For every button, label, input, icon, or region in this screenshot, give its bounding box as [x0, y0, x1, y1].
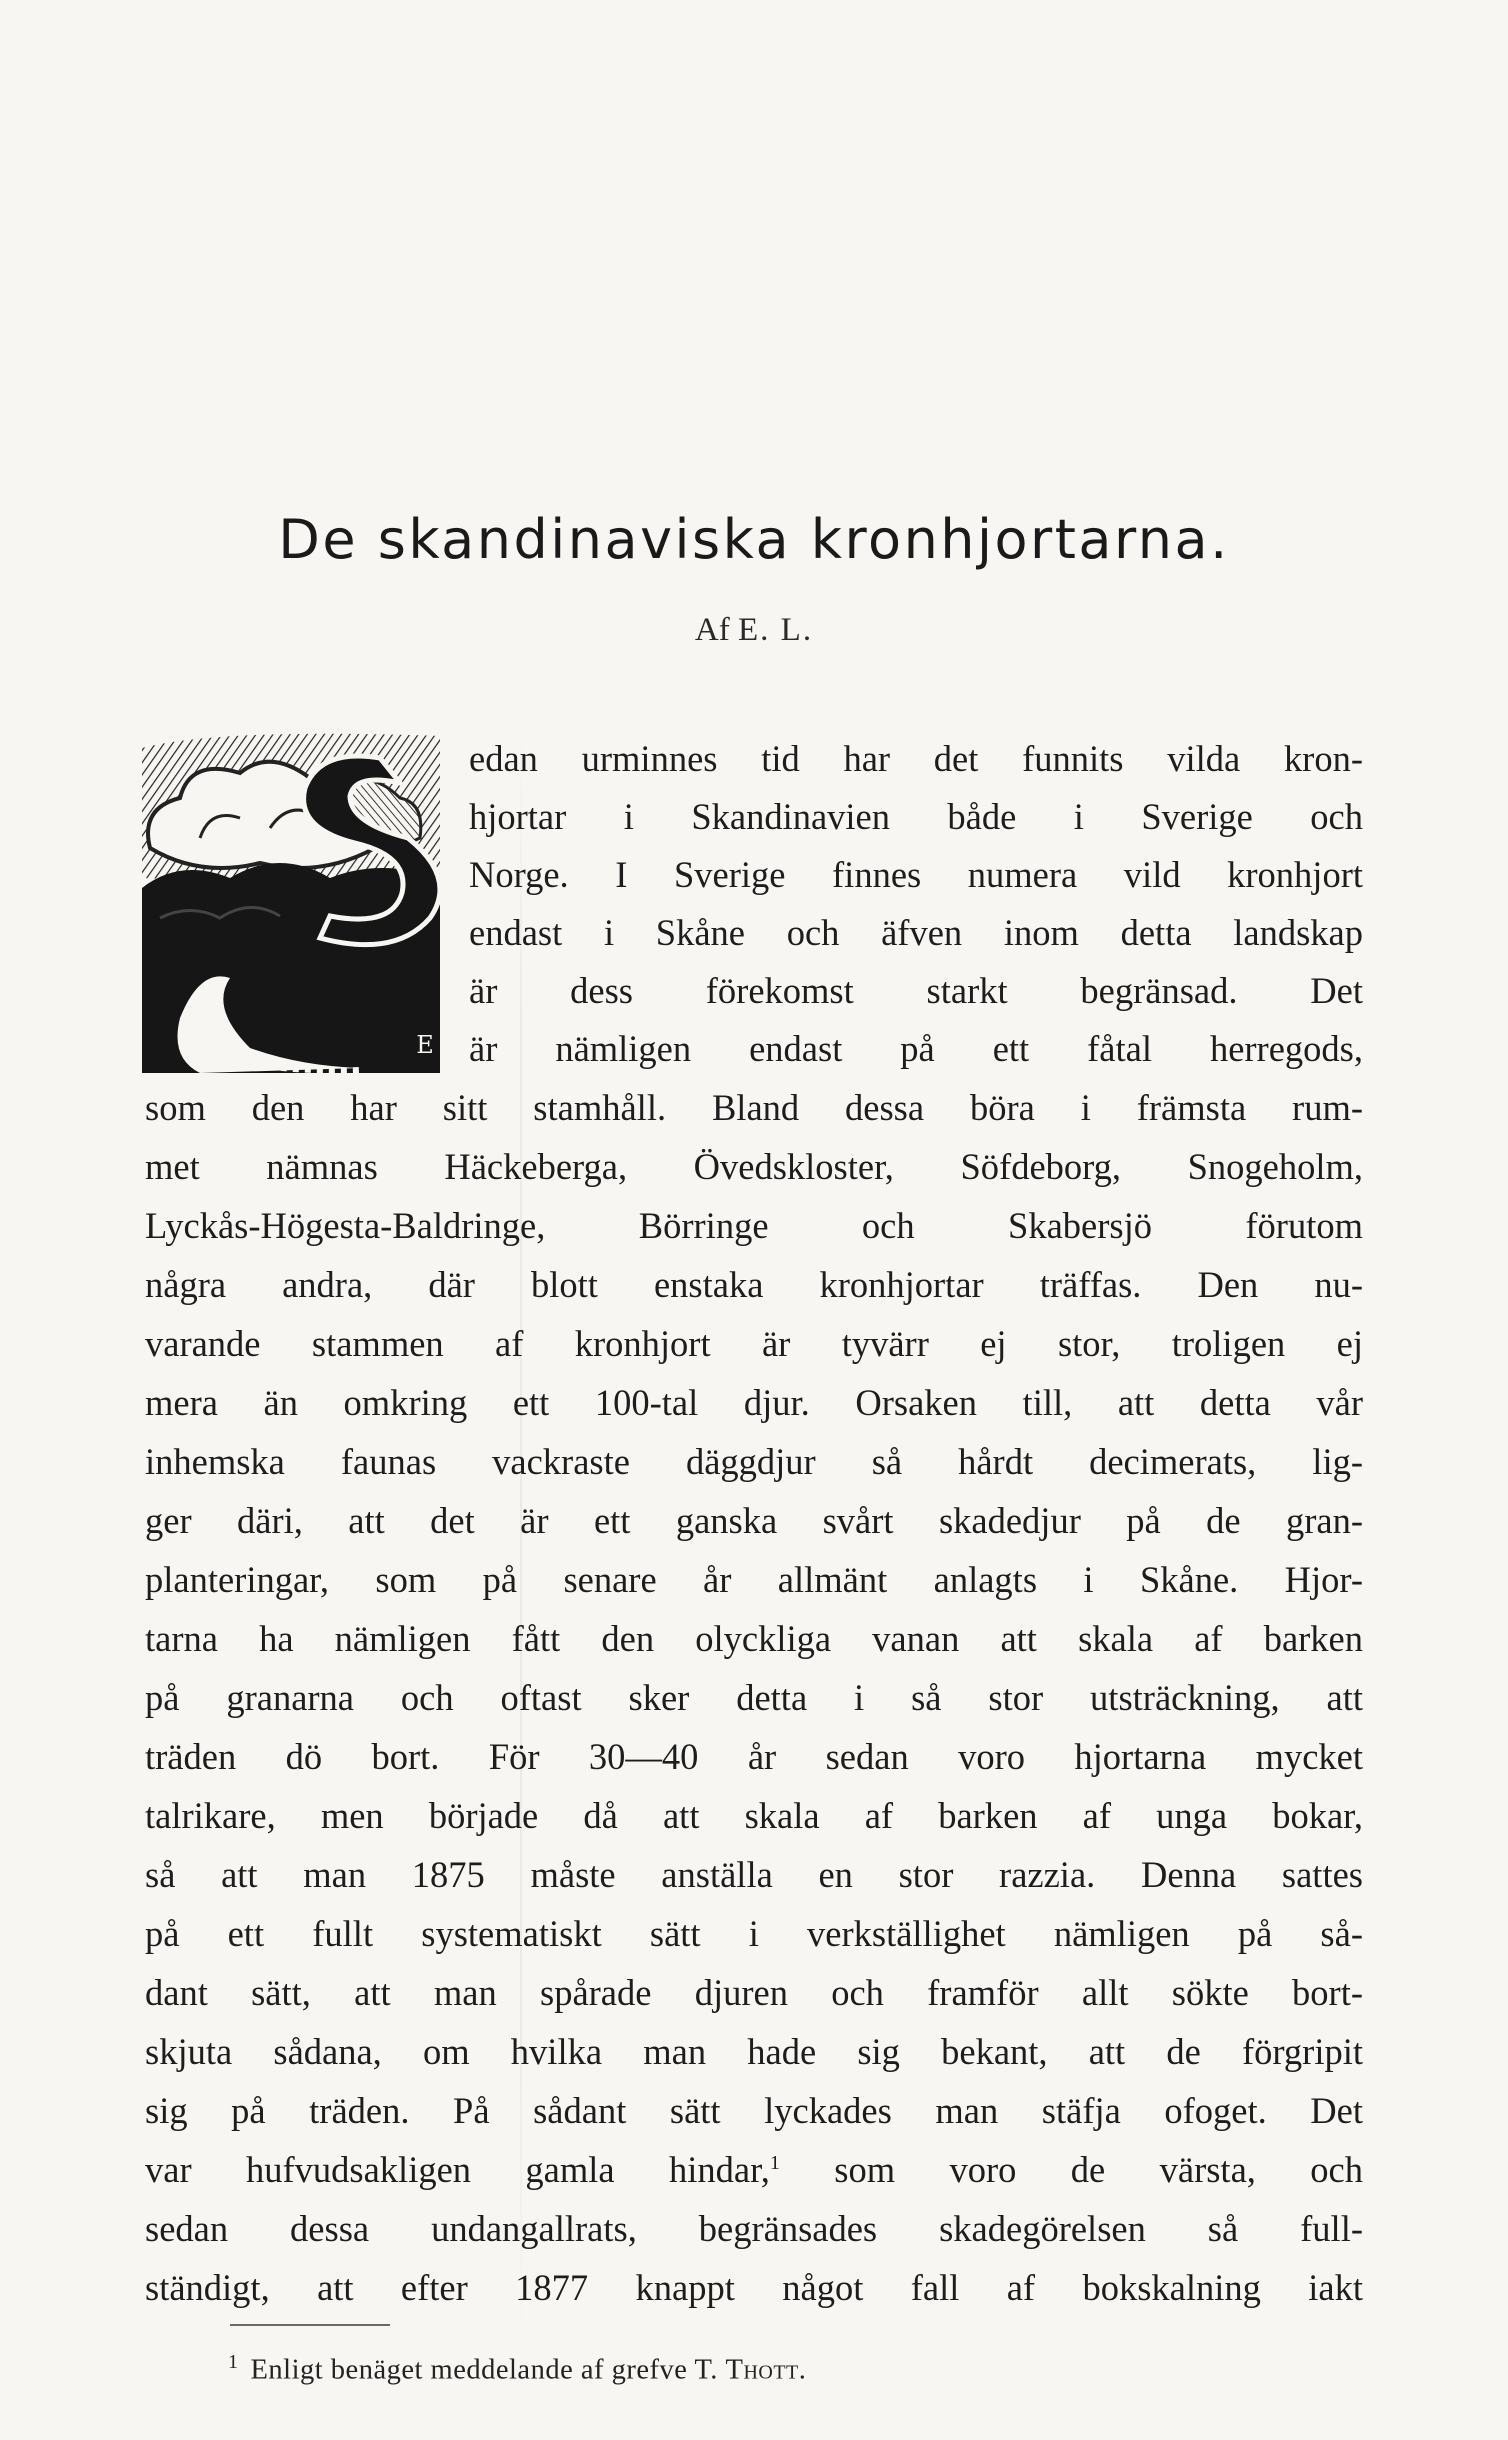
initial-mark: E	[416, 1031, 434, 1059]
footnote-ref: 1	[769, 2151, 780, 2174]
text-line: är dess förekomst starkt begränsad. Det	[469, 970, 1363, 1011]
text-line: planteringar, som på senare år allmänt anlagts i Skåne. Hjor-	[145, 1559, 1363, 1600]
text-line: Norge. I Sverige finnes numera vild kronhjort	[469, 854, 1363, 895]
text-line: tarna ha nämligen fått den olyckliga vanan att skala af barken	[145, 1618, 1363, 1659]
text-line: hjortar i Skandinavien både i Sverige och	[469, 796, 1363, 837]
text-line: på granarna och oftast sker detta i så stor utsträckning, att	[145, 1677, 1363, 1718]
decorative-initial-s	[140, 728, 450, 1078]
text-line: träden dö bort. För 30—40 år sedan voro hjortarna mycket	[145, 1736, 1363, 1777]
footnote	[228, 2338, 806, 2386]
byline	[0, 612, 1508, 649]
text-fragment: var hufvudsakligen gamla hindar,	[145, 2149, 770, 2190]
footnote-name: Thott.	[725, 2354, 807, 2386]
text-line: är nämligen endast på ett fåtal herregods,	[469, 1028, 1363, 1069]
text-line: så att man 1875 måste anställa en stor razzia. Denna sattes	[145, 1854, 1363, 1895]
footnote-number: 1	[228, 2351, 239, 2373]
text-line: edan urminnes tid har det funnits vilda kron-	[469, 738, 1363, 779]
text-line: Lyckås-Högesta-Baldringe, Börringe och Skabersjö förutom	[145, 1205, 1363, 1246]
text-line: endast i Skåne och äfven inom detta landskap	[469, 912, 1363, 953]
text-line: dant sätt, att man spårade djuren och framför allt sökte bort-	[145, 1972, 1363, 2013]
text-line: ger däri, att det är ett ganska svårt skadedjur på de gran-	[145, 1500, 1363, 1541]
text-line: ständigt, att efter 1877 knappt något fall af bokskalning iakt	[145, 2267, 1363, 2308]
text-line: på ett fullt systematiskt sätt i verkställighet nämligen på så-	[145, 1913, 1363, 1954]
text-line: några andra, där blott enstaka kronhjortar träffas. Den nu-	[145, 1264, 1363, 1305]
text-line: talrikare, men började då att skala af barken af unga bokar,	[145, 1795, 1363, 1836]
text-line: skjuta sådana, om hvilka man hade sig bekant, att de förgripit	[145, 2031, 1363, 2072]
article-title: De skandinaviska kronhjortarna.	[278, 508, 1230, 571]
footnote-rule	[230, 2324, 390, 2326]
byline-prefix: Af	[694, 612, 730, 648]
footnote-text: Enligt benäget meddelande af grefve T.	[250, 2354, 718, 2386]
text-line: varande stammen af kronhjort är tyvärr ej stor, troligen ej	[145, 1323, 1363, 1364]
text-line	[145, 2141, 1363, 2199]
text-line: mera än omkring ett 100-tal djur. Orsaken till, att detta vår	[145, 1382, 1363, 1423]
text-line: sig på träden. På sådant sätt lyckades man stäfja ofoget. Det	[145, 2090, 1363, 2131]
text-line: sedan dessa undangallrats, begränsades skadegörelsen så full-	[145, 2208, 1363, 2249]
text-line: met nämnas Häckeberga, Övedskloster, Söfdeborg, Snogeholm,	[145, 1146, 1363, 1187]
text-fragment: som voro de värsta, och	[779, 2149, 1363, 2190]
text-line: som den har sitt stamhåll. Bland dessa böra i främsta rum-	[145, 1087, 1363, 1128]
byline-author: E. L.	[738, 612, 814, 648]
text-line: inhemska faunas vackraste däggdjur så hårdt decimerats, lig-	[145, 1441, 1363, 1482]
